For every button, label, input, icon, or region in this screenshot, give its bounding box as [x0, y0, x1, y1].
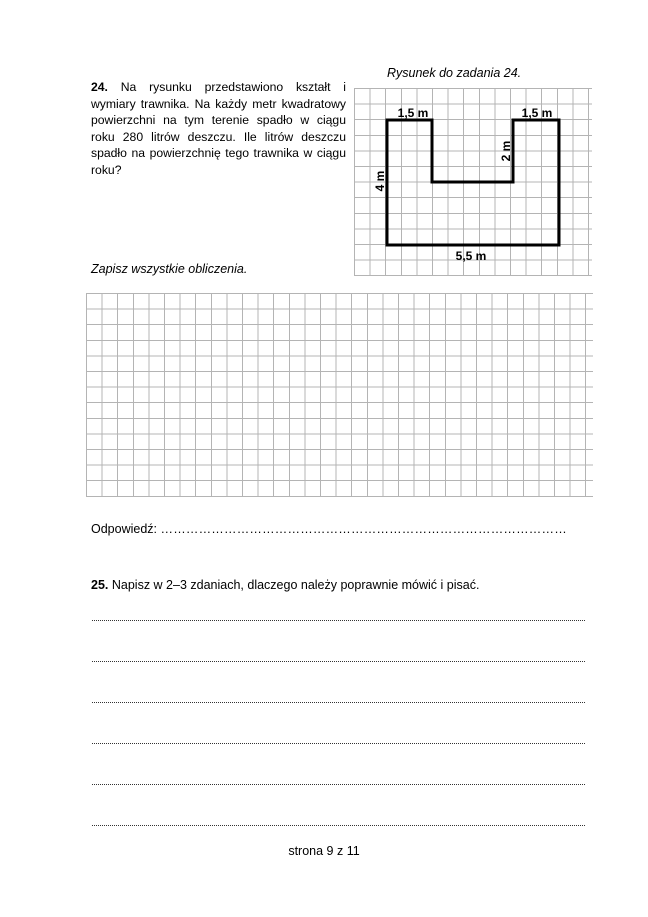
- calculation-grid[interactable]: [86, 293, 595, 499]
- instruction: Zapisz wszystkie obliczenia.: [91, 262, 248, 276]
- label-height: 4 m: [373, 170, 387, 192]
- label-left-top-width: 1,5 m: [397, 106, 429, 120]
- lawn-figure: [354, 88, 594, 278]
- writing-line-5[interactable]: [92, 784, 585, 785]
- task-25-body: Napisz w 2–3 zdaniach, dlaczego należy poprawnie mówić i pisać.: [111, 578, 480, 592]
- writing-line-6[interactable]: [92, 825, 585, 826]
- answer-line[interactable]: [91, 522, 567, 536]
- task-24-number: 24.: [91, 80, 108, 94]
- task-24-text: [91, 79, 346, 178]
- writing-line-3[interactable]: [92, 702, 585, 703]
- task-25-text: [91, 578, 479, 592]
- task-24-body: Na rysunku przedstawiono kształt i wymiary trawnika. Na każdy metr kwadratowy powierzchni na tym terenie spadło w ciągu roku 280 litrów deszczu. Ile litrów deszczu spadło na powierzchnię tego trawnika w ciągu roku?: [91, 80, 346, 177]
- answer-label: Odpowiedź:: [91, 522, 158, 536]
- writing-line-1[interactable]: [92, 620, 585, 621]
- label-bottom-width: 5,5 m: [455, 249, 487, 263]
- label-right-top-width: 1,5 m: [521, 106, 553, 120]
- page-number: strona 9 z 11: [288, 844, 360, 858]
- figure-caption: Rysunek do zadania 24.: [387, 66, 522, 80]
- writing-line-4[interactable]: [92, 743, 585, 744]
- writing-line-2[interactable]: [92, 661, 585, 662]
- label-notch-depth: 2 m: [499, 140, 513, 162]
- answer-dots: ……………………………………………………………………………………: [160, 522, 567, 536]
- task-25-number: 25.: [91, 578, 109, 592]
